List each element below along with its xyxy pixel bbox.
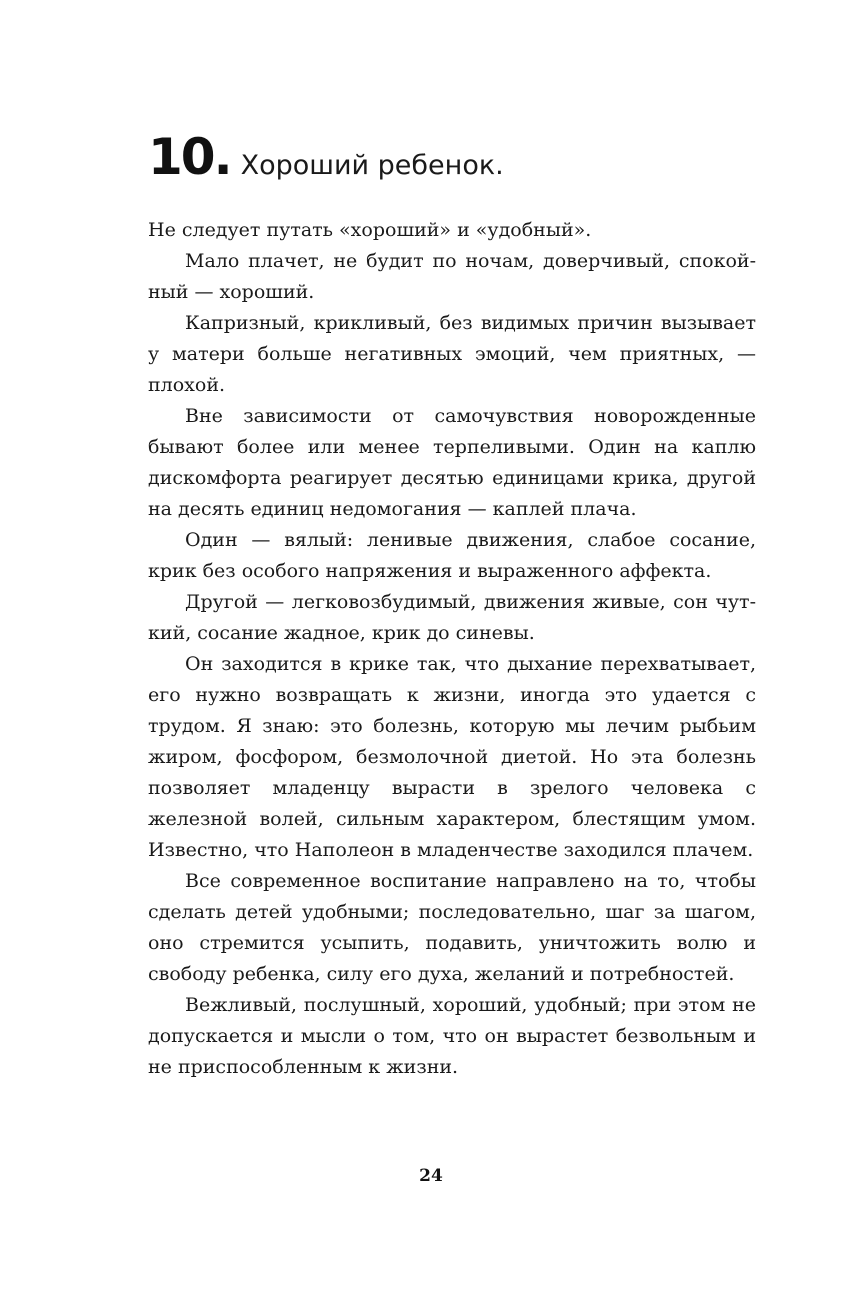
paragraph-5: Один — вялый: ленивые движения, слабое сосание, крик без особого напряжения и выраженного аффекта. [148, 529, 756, 582]
page-number: 24 [419, 1166, 443, 1186]
paragraph-1: Не следует путать «хороший» и «удобный». [148, 219, 592, 241]
chapter-number: 10 [148, 128, 214, 186]
paragraph-4: Вне зависимости от самочувствия новорожденные бывают более или менее терпеливыми. Один на каплю дискомфорта реагирует десятью единицами крика, другой на десять единиц недомогания — каплей плача. [148, 405, 756, 520]
chapter-number-dot: . [213, 128, 233, 186]
paragraph-8: Все современное воспитание направлено на то, чтобы сделать детей удобными; последовательно, шаг за шагом, оно стремится усыпить, подавить, уничтожить волю и свободу ребенка, силу его духа, желаний и потребностей. [148, 870, 756, 985]
paragraph-3: Капризный, крикливый, без видимых причин вызывает у матери больше негативных эмоций, чем приятных, — плохой. [148, 312, 756, 396]
paragraph-9: Вежливый, послушный, хороший, удобный; при этом не допускается и мысли о том, что он вырастет безвольным и не приспособленным к жизни. [148, 994, 756, 1078]
paragraph-7: Он заходится в крике так, что дыхание перехватывает, его нужно возвращать к жизни, иногда это удается с трудом. Я знаю: это болезнь, которую мы лечим рыбьим жиром, фосфором, безмолочной диетой. Но эта болезнь позволяет младенцу вырасти в зрелого человека с железной волей, сильным характером, блестящим умом. Известно, что Наполеон в младенчестве заходился плачем. [148, 653, 756, 861]
chapter-heading [148, 128, 504, 186]
chapter-title: Хороший ребенок. [240, 150, 504, 181]
body-text [148, 215, 756, 1083]
paragraph-6: Другой — легковозбудимый, движения живые, сон чуткий, сосание жадное, крик до синевы. [148, 591, 756, 644]
paragraph-2: Мало плачет, не будит по ночам, доверчивый, спокойный — хороший. [148, 250, 756, 303]
